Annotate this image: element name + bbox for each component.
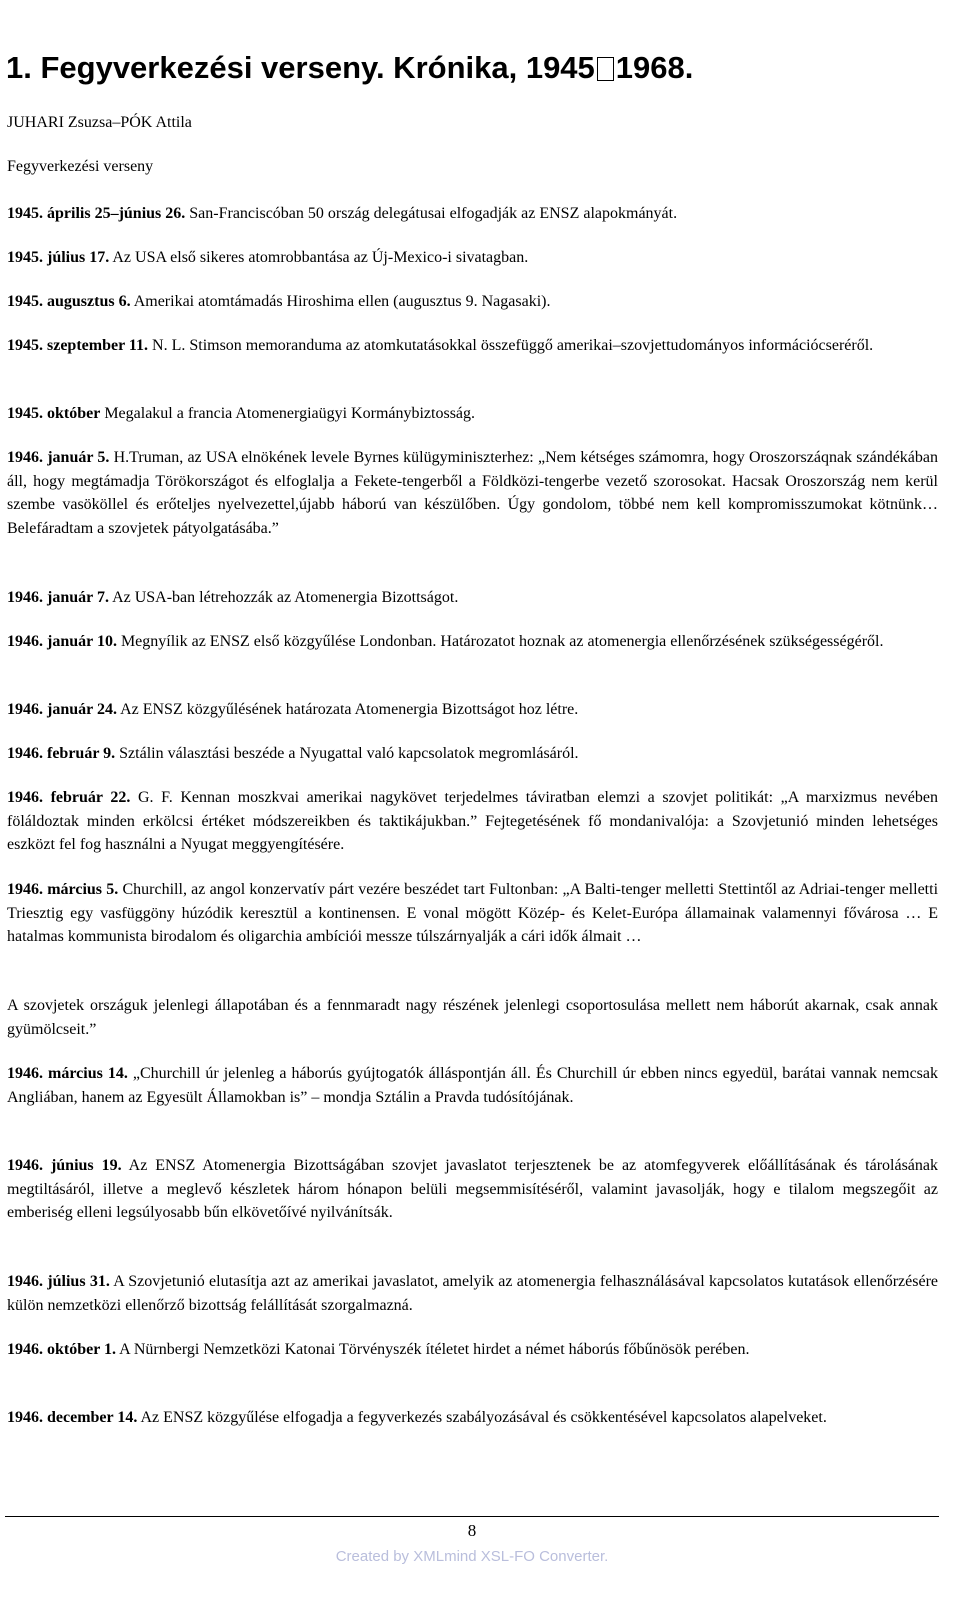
entry-text: Az USA első sikeres atomrobbantása az Új-Mexico-i sivatagban. xyxy=(112,249,529,266)
title-text-start: 1. Fegyverkezési verseny. Krónika, 1945 xyxy=(6,50,595,85)
entry-date: 1946. március 5. xyxy=(7,881,119,898)
entry-text: H.Truman, az USA elnökének levele Byrnes külügyminiszterhez: „Nem kétséges számomra, hogy Oroszorszáqnak szándékában áll, hogy megtámadja Törökországot és elfoglalja a Fekete-tengerből a Földközi-tengerbe vezető szorosokat. Hacsak Oroszország nem kerül szembe vasököllel és erőteljes nyelvezettel,újabb háború van készülőben. Úgy gondolom, többé nem kell kompromisszumokat kötnünk… Belefáradtam a szovjetek pátyolgatásába.” xyxy=(7,449,939,537)
entry-date: 1946. július 31. xyxy=(7,1273,110,1290)
entry-date: 1945. július 17. xyxy=(7,249,110,266)
chronicle-entry xyxy=(7,742,938,766)
chronicle-entry xyxy=(7,446,938,540)
chronicle-entry xyxy=(7,202,938,226)
chronicle-entry xyxy=(7,246,938,270)
section-heading: Fegyverkezési verseny xyxy=(7,158,154,175)
entry-date: 1945. augusztus 6. xyxy=(7,293,131,310)
chronicle-entry xyxy=(7,1154,938,1225)
entry-text: Az ENSZ Atomenergia Bizottságában szovjet javaslatot terjesztenek be az atomfegyverek előállításának és tárolásának megtiltásáról, illetve a meglevő készletek három hónapon belüli megsemmisítéséről, valamint javasolják, hogy e tilalom megszegőit az emberiség elleni legsúlyosabb bűn elkövetőívé nyilvánítsák. xyxy=(7,1157,938,1221)
converter-watermark: Created by XMLmind XSL-FO Converter. xyxy=(335,1548,609,1565)
entry-text: A Szovjetunió elutasítja azt az amerikai javaslatot, amelyik az atomenergia felhasználásával kapcsolatos kutatások ellenőrzésére külön nemzetközi ellenőrző bizottság felállítását szorgalmazná. xyxy=(7,1273,938,1314)
chronicle-entry xyxy=(7,1338,938,1362)
chronicle-entry xyxy=(7,878,938,949)
entry-date: 1946. október 1. xyxy=(7,1341,117,1358)
entry-date: 1946. január 5. xyxy=(7,449,110,466)
entry-text: Az USA-ban létrehozzák az Atomenergia Bizottságot. xyxy=(112,589,459,606)
entry-date: 1945. szeptember 11. xyxy=(7,337,149,354)
missing-glyph-box-icon xyxy=(597,57,614,81)
entry-date: 1945. április 25–június 26. xyxy=(7,205,186,222)
chronicle-entry xyxy=(7,290,938,314)
entry-text: Amerikai atomtámadás Hiroshima ellen (augusztus 9. Nagasaki). xyxy=(133,293,551,310)
chronicle-entry xyxy=(7,786,938,857)
entry-text: Az ENSZ közgyűlése elfogadja a fegyverkezés szabályozásával és csökkentésével kapcsolatos alapelveket. xyxy=(140,1409,827,1426)
entry-text: Az ENSZ közgyűlésének határozata Atomenergia Bizottságot hoz létre. xyxy=(120,701,579,718)
entry-text: A Nürnbergi Nemzetközi Katonai Törvényszék ítéletet hirdet a német háborús főbűnösök perében. xyxy=(119,1341,750,1358)
entry-date: 1946. január 10. xyxy=(7,633,117,650)
entry-text: G. F. Kennan moszkvai amerikai nagykövet terjedelmes táviratban elemzi a szovjet politikát: „A marxizmus nevében föláldoztak minden erkölcsi értéket módszereikben és taktikájukban.” Fejtegetésének fő mondanivalója: a Szovjetunió minden lehetséges eszközt fel fog használni a Nyugat meggyengítésére. xyxy=(7,789,939,853)
chronicle-entry xyxy=(7,1406,938,1430)
entry-text: San-Franciscóban 50 ország delegátusai elfogadják az ENSZ alapokmányát. xyxy=(189,205,678,222)
chronicle-entry xyxy=(7,402,938,426)
entry-date: 1945. október xyxy=(7,405,101,422)
chronicle-entry xyxy=(7,630,938,654)
authors-line: JUHARI Zsuzsa–PÓK Attila xyxy=(7,114,192,131)
entry-text: Churchill, az angol konzervatív párt vezére beszédet tart Fultonban: „A Balti-tenger melletti Stettintől az Adriai-tenger melletti Triesztig egy vasfüggöny húzódik keresztül a kontinensen. E vonal mögött Közép- és Kelet-Európa államainak valamennyi fővárosa … E hatalmas kommunista birodalom és oligarchia ambíciói messze túlszárnyalják a cári idők álmait … xyxy=(7,881,939,945)
chronicle-entry xyxy=(7,1062,938,1109)
footer-divider xyxy=(5,1516,939,1517)
chronicle-entry xyxy=(7,1270,938,1317)
entry-date: 1946. június 19. xyxy=(7,1157,122,1174)
entry-text: A szovjetek országuk jelenlegi állapotában és a fennmaradt nagy részének jelenlegi csoportosulása mellett nem háborút akarnak, csak annak gyümölcseit.” xyxy=(7,997,938,1038)
entry-text: Sztálin választási beszéde a Nyugattal való kapcsolatok megromlásáról. xyxy=(119,745,579,762)
chronicle-entry xyxy=(7,334,938,358)
page-title xyxy=(6,50,693,86)
entry-text: Megnyílik az ENSZ első közgyűlése Londonban. Határozatot hoznak az atomenergia ellenőrzésének szükségességéről. xyxy=(120,633,884,650)
entry-text: N. L. Stimson memoranduma az atomkutatásokkal összefüggő amerikai–szovjettudományos információcseréről. xyxy=(152,337,874,354)
entry-date: 1946. január 7. xyxy=(7,589,109,606)
title-text-end: 1968. xyxy=(615,50,694,85)
entry-text: „Churchill úr jelenleg a háborús gyújtogatók álláspontján áll. És Churchill úr ebben nincs egyedül, barátai vannak nemcsak Angliában, hanem az Egyesült Államokban is” – mondja Sztálin a Pravda tudósítójának. xyxy=(7,1065,939,1106)
entry-date: 1946. január 24. xyxy=(7,701,117,718)
entry-text: Megalakul a francia Atomenergiaügyi Kormánybiztosság. xyxy=(104,405,476,422)
chronicle-entry xyxy=(7,698,938,722)
entry-date: 1946. február 22. xyxy=(7,789,131,806)
chronicle-entry-continuation xyxy=(7,994,938,1041)
entry-date: 1946. február 9. xyxy=(7,745,116,762)
chronicle-entry xyxy=(7,586,938,610)
entry-date: 1946. december 14. xyxy=(7,1409,138,1426)
page-number: 8 xyxy=(467,1521,477,1540)
entry-date: 1946. március 14. xyxy=(7,1065,128,1082)
